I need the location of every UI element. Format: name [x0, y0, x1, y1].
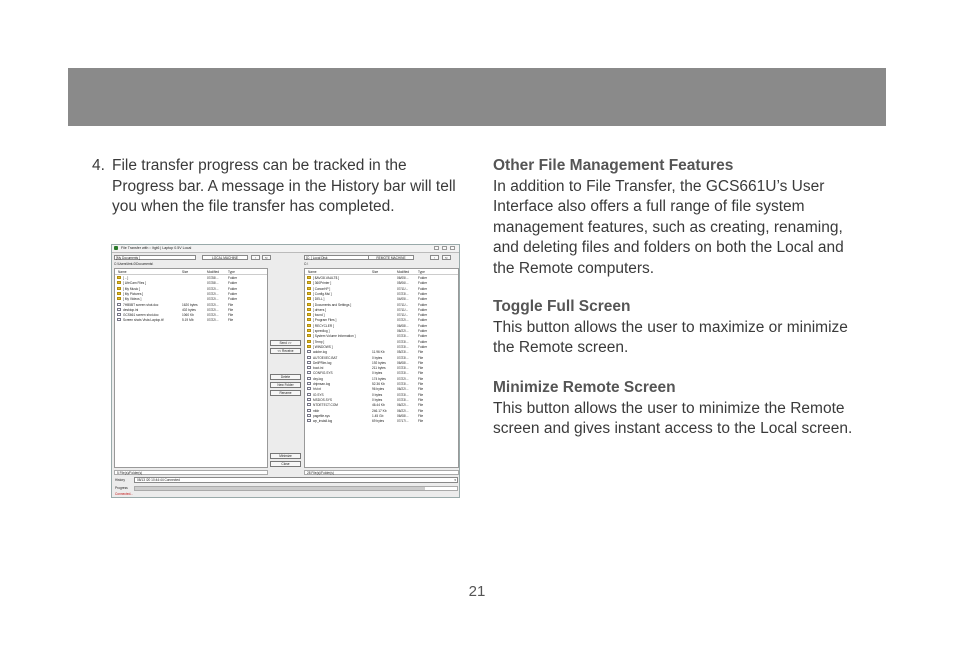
file-type: Folder: [418, 344, 428, 349]
file-icon: [307, 387, 311, 390]
file-size: 0 bytes: [372, 392, 383, 397]
file-name: ntldr: [313, 408, 320, 413]
file-icon: [307, 350, 311, 353]
column-header[interactable]: Size: [182, 270, 189, 274]
folder-icon: [117, 281, 121, 284]
file-modified: 06/08/...: [397, 323, 409, 328]
file-name: [ DELL ]: [313, 297, 325, 302]
file-row[interactable]: [305, 365, 458, 370]
progress-bar: [134, 486, 458, 491]
file-name: GCS661 screen shot.doc: [123, 313, 159, 318]
file-type: File: [418, 397, 424, 402]
file-modified: 05/23/...: [397, 350, 409, 355]
file-row[interactable]: [305, 386, 458, 391]
file-name: [ drivers ]: [313, 307, 327, 312]
file-modified: 07/11/...: [397, 286, 409, 291]
file-type: File: [418, 382, 424, 386]
folder-icon: [117, 276, 121, 279]
receive-button[interactable]: << Receive: [270, 348, 301, 354]
section-toggle-full-screen: [493, 297, 865, 359]
file-size: 402 bytes: [182, 307, 196, 312]
section-minimize-remote-screen: [493, 378, 865, 440]
file-modified: 07/22/...: [397, 376, 409, 381]
app-icon: [114, 246, 118, 250]
local-machine-label: LOCAL MACHINE: [202, 255, 248, 260]
file-modified: 07/23/...: [397, 371, 409, 376]
file-icon: [307, 377, 311, 380]
file-size: 1.45 Gb: [372, 413, 384, 418]
file-size: 1060 Kb: [182, 313, 194, 318]
file-icon: [307, 371, 311, 374]
file-name: [ Documents and Settings ]: [313, 302, 352, 307]
file-type: File: [418, 403, 424, 408]
file-icon: [307, 356, 311, 359]
file-modified: 06/08/...: [397, 360, 409, 365]
file-modified: 07/22/...: [207, 302, 219, 307]
file-row[interactable]: [115, 280, 267, 285]
section-body: This button allows the user to maximize or minimize the Remote screen.: [493, 318, 848, 356]
file-icon: [307, 414, 311, 417]
folder-icon: [117, 287, 121, 290]
file-modified: 07/23/...: [397, 334, 409, 339]
file-name: adobe.log: [313, 350, 328, 355]
file-name: [ Config.Msi ]: [313, 291, 332, 296]
folder-icon: [307, 292, 311, 295]
file-type: Folder: [418, 291, 428, 296]
file-row[interactable]: [115, 317, 267, 322]
progress-label: Progress: [115, 486, 128, 490]
file-type: Folder: [418, 302, 428, 307]
file-modified: 05/06/...: [397, 281, 409, 286]
file-row[interactable]: [115, 296, 267, 301]
file-row[interactable]: [305, 328, 458, 333]
file-name: DellPRim.log: [313, 360, 332, 365]
column-header[interactable]: Name: [308, 270, 317, 274]
file-row[interactable]: [305, 370, 458, 375]
file-modified: 07/23/...: [397, 366, 409, 371]
file-name: MSDOS.SYS: [313, 397, 332, 402]
file-icon: [307, 393, 311, 396]
column-header[interactable]: Type: [418, 270, 425, 274]
file-size: 246.17 Kb: [372, 408, 387, 413]
file-modified: 07/11/...: [397, 302, 409, 307]
file-name: pagefile.sys: [313, 413, 330, 418]
file-type: Folder: [418, 286, 428, 291]
file-modified: 07/22/...: [207, 307, 219, 312]
file-size: 0 bytes: [372, 371, 383, 376]
column-header[interactable]: Modified: [207, 270, 220, 274]
file-type: Folder: [418, 339, 428, 344]
file-name: [ RECYCLER ]: [313, 323, 334, 328]
folder-icon: [307, 297, 311, 300]
file-type: Folder: [228, 281, 238, 286]
file-row[interactable]: [115, 307, 267, 312]
file-size: 1620 bytes: [182, 302, 198, 307]
progress-fill: [135, 487, 425, 490]
file-name: [ speedlog ]: [313, 329, 330, 333]
file-size: 46.44 Kb: [372, 403, 385, 408]
chevron-down-icon[interactable]: ▾: [454, 478, 456, 482]
file-row[interactable]: [115, 291, 267, 296]
folder-icon: [307, 340, 311, 343]
file-name: [ My Videos ]: [123, 297, 142, 302]
send-button[interactable]: Send >>: [270, 340, 301, 346]
file-type: Folder: [228, 286, 238, 291]
local-refresh-button[interactable]: ↻: [262, 255, 271, 260]
folder-icon: [307, 308, 311, 311]
file-type: File: [418, 376, 424, 381]
file-row[interactable]: [305, 296, 458, 301]
file-name: IO.SYS: [313, 392, 324, 397]
maximize-window-icon[interactable]: [442, 246, 447, 250]
file-icon: [117, 313, 121, 316]
remote-file-list[interactable]: [304, 268, 459, 468]
file-type: File: [418, 387, 424, 392]
file-row[interactable]: [305, 317, 458, 322]
file-type: File: [418, 419, 424, 424]
minimize-button[interactable]: Minimize: [270, 453, 301, 459]
remote-drive-select[interactable]: [C: ] Local Disk: [304, 255, 386, 260]
file-row[interactable]: [305, 381, 458, 386]
file-row[interactable]: [305, 312, 458, 317]
column-header[interactable]: Name: [118, 270, 127, 274]
local-file-list[interactable]: [114, 268, 268, 468]
file-type: File: [228, 302, 234, 307]
file-name: [ $AVG8.VAULT$ ]: [313, 276, 340, 280]
file-name: [ LifeCam Files ]: [123, 281, 147, 286]
file-row[interactable]: [305, 275, 458, 280]
file-type: Folder: [418, 281, 428, 286]
file-name: [ My Music ]: [123, 286, 141, 291]
file-modified: 07/23/...: [397, 382, 409, 386]
file-row[interactable]: [305, 333, 458, 338]
file-row[interactable]: [305, 339, 458, 344]
file-type: File: [418, 360, 424, 365]
file-modified: 07/23/...: [397, 339, 409, 344]
file-name: hh.txt: [313, 387, 321, 392]
file-row[interactable]: [115, 286, 267, 291]
page-number: 21: [468, 583, 486, 600]
file-size: 0 bytes: [372, 397, 383, 402]
section-heading: Toggle Full Screen: [493, 298, 631, 315]
step-number: 4.: [92, 157, 105, 174]
file-modified: 07/28/...: [207, 281, 219, 286]
file-type: File: [418, 350, 424, 355]
file-type: Folder: [418, 318, 428, 323]
window-titlebar: [112, 245, 459, 253]
file-modified: 07/22/...: [207, 286, 219, 291]
remote-up-button[interactable]: ↑: [430, 255, 439, 260]
column-header[interactable]: Size: [372, 270, 379, 274]
file-name: [ 360Printer ]: [313, 281, 332, 286]
file-modified: 07/23/...: [397, 355, 409, 360]
folder-icon: [307, 334, 311, 337]
file-type: Folder: [418, 334, 428, 339]
file-modified: 06/22/...: [397, 403, 409, 408]
folder-icon: [307, 313, 311, 316]
file-modified: 07/22/...: [397, 318, 409, 323]
file-size: 192 bytes: [372, 360, 386, 365]
folder-icon: [307, 281, 311, 284]
file-name: boot.ini: [313, 366, 324, 371]
file-name: [ Temp ]: [313, 339, 325, 344]
file-modified: 07/28/...: [207, 276, 219, 280]
folder-icon: [307, 287, 311, 290]
file-row[interactable]: [305, 376, 458, 381]
file-icon: [307, 382, 311, 385]
file-row[interactable]: [305, 291, 458, 296]
file-size: 0 bytes: [372, 355, 383, 360]
file-type: Folder: [418, 276, 428, 280]
file-row[interactable]: [305, 323, 458, 328]
file-modified: 07/22/...: [207, 313, 219, 318]
file-icon: [117, 303, 121, 306]
file-name: NTDETECT.COM: [313, 403, 338, 408]
file-type: Folder: [418, 329, 428, 333]
column-header[interactable]: Modified: [397, 270, 410, 274]
section-heading: Other File Management Features: [493, 157, 734, 174]
file-type: File: [418, 392, 424, 397]
folder-icon: [117, 297, 121, 300]
file-size: 11.96 Kb: [372, 350, 385, 355]
file-type: File: [418, 413, 424, 418]
file-row[interactable]: [305, 286, 458, 291]
header-banner: [68, 68, 886, 126]
section-heading: Minimize Remote Screen: [493, 379, 676, 396]
file-row[interactable]: [305, 307, 458, 312]
folder-icon: [307, 345, 311, 348]
file-icon: [307, 361, 311, 364]
file-type: Folder: [228, 291, 238, 296]
file-name: [ .. ]: [123, 276, 129, 280]
file-name: [ Program Files ]: [313, 318, 337, 323]
file-icon: [307, 409, 311, 412]
file-row[interactable]: [305, 397, 458, 402]
file-row[interactable]: [305, 408, 458, 413]
file-name: [ found ]: [313, 313, 325, 318]
file-row[interactable]: [115, 302, 267, 307]
file-icon: [307, 419, 311, 422]
file-modified: 04/05/...: [397, 297, 409, 302]
history-select[interactable]: [134, 477, 458, 483]
file-row[interactable]: [305, 349, 458, 354]
file-row[interactable]: [305, 402, 458, 407]
folder-icon: [307, 276, 311, 279]
file-row[interactable]: [305, 413, 458, 418]
section-body: This button allows the user to minimize the Remote screen and gives instant access to the Local screen.: [493, 399, 853, 437]
close-button[interactable]: Close: [270, 461, 301, 467]
minimize-window-icon[interactable]: [434, 246, 439, 250]
file-name: CONFIG.SYS: [313, 371, 333, 376]
file-modified: 07/17/...: [397, 419, 409, 424]
local-drive-select[interactable]: [My Documents ]: [114, 255, 196, 260]
file-type: Folder: [228, 297, 238, 302]
window-title: File Transfer with :: Itgt6 | Laptop 0.5V Local: [121, 246, 192, 250]
new-folder-button[interactable]: New Folder: [270, 382, 301, 388]
step-text: File transfer progress can be tracked in the Progress bar. A message in the History bar will tell you when the file transfer has completed.: [112, 157, 456, 215]
file-transfer-window: [111, 244, 460, 498]
rename-button[interactable]: Rename: [270, 390, 301, 396]
file-modified: 07/23/...: [397, 291, 409, 296]
file-type: Folder: [418, 323, 428, 328]
local-status: 5 File(s)/Folder(s): [114, 470, 268, 475]
file-modified: 06/22/...: [397, 387, 409, 392]
column-header[interactable]: Type: [228, 270, 235, 274]
remote-refresh-button[interactable]: ↻: [442, 255, 451, 260]
folder-icon: [307, 324, 311, 327]
file-modified: 06/22/...: [397, 408, 409, 413]
folder-icon: [307, 303, 311, 306]
file-name: 7HB5BT screen shot.doc: [123, 302, 159, 307]
file-icon: [307, 403, 311, 406]
file-size: 52.36 Kb: [372, 382, 385, 386]
file-row[interactable]: [305, 355, 458, 360]
file-type: File: [418, 355, 424, 360]
file-modified: 06/08/...: [397, 413, 409, 418]
local-up-button[interactable]: ↑: [251, 255, 260, 260]
file-type: File: [228, 313, 234, 318]
file-name: desktop.ini: [123, 307, 139, 312]
file-modified: 07/22/...: [207, 291, 219, 296]
file-row[interactable]: [305, 360, 458, 365]
history-label: History: [115, 478, 125, 482]
file-icon: [117, 308, 121, 311]
step-4: [92, 156, 472, 218]
file-modified: 07/11/...: [397, 313, 409, 318]
remote-path: C:\: [304, 262, 309, 266]
file-modified: 07/22/...: [207, 318, 219, 323]
file-row[interactable]: [115, 312, 267, 317]
file-row[interactable]: [305, 302, 458, 307]
file-modified: 07/23/...: [397, 392, 409, 397]
close-window-icon[interactable]: [450, 246, 455, 250]
section-other-file-management: [493, 156, 865, 279]
file-size: 69 bytes: [372, 419, 385, 424]
file-row[interactable]: [305, 392, 458, 397]
file-row[interactable]: [115, 275, 267, 280]
file-type: File: [418, 371, 424, 376]
file-icon: [117, 318, 121, 321]
file-size: 96 bytes: [372, 387, 385, 392]
file-name: [ System Volume Information ]: [313, 334, 356, 339]
file-type: Folder: [418, 313, 428, 318]
file-modified: 07/23/...: [397, 397, 409, 402]
file-type: Folder: [418, 297, 428, 302]
section-body: In addition to File Transfer, the GCS661U’s User Interface also offers a full range of file system management features, such as creating, renaming, and deleting files and folders on both the Local and the Remote computers.: [493, 177, 844, 277]
file-row[interactable]: [305, 344, 458, 349]
file-icon: [307, 366, 311, 369]
file-type: File: [418, 408, 424, 413]
file-modified: 07/22/...: [207, 297, 219, 302]
file-name: [ CanonHP ]: [313, 286, 331, 291]
folder-icon: [117, 292, 121, 295]
remote-machine-label: REMOTE MACHINE: [368, 255, 414, 260]
history-value: 08/13 /20 10:44:44 Connected: [137, 478, 180, 482]
file-name: [ WINDOWS ]: [313, 344, 333, 349]
file-size: 174 bytes: [372, 376, 386, 381]
file-modified: 06/22/...: [397, 329, 409, 333]
file-name: AUTOEXEC.BAT: [313, 355, 338, 360]
file-name: [ My Pictures ]: [123, 291, 144, 296]
file-type: File: [418, 366, 424, 371]
remote-status: 28 File(s)/Folder(s): [304, 470, 459, 475]
file-size: 5.19 Mb: [182, 318, 194, 323]
file-type: File: [228, 307, 234, 312]
file-type: File: [228, 318, 234, 323]
delete-button[interactable]: Delete: [270, 374, 301, 380]
file-modified: 06/05/...: [397, 276, 409, 280]
file-icon: [307, 398, 311, 401]
file-row[interactable]: [305, 418, 458, 423]
file-type: Folder: [228, 276, 238, 280]
connection-status: Connected...: [115, 492, 134, 496]
file-row[interactable]: [305, 280, 458, 285]
file-modified: 07/11/...: [397, 307, 409, 312]
file-name: dnjmsan.log: [313, 382, 331, 386]
file-name: Screen shots Vista Laptop.tif: [123, 318, 164, 323]
folder-icon: [307, 318, 311, 321]
file-type: Folder: [418, 307, 428, 312]
folder-icon: [307, 329, 311, 332]
local-path: C:\Users\itmt-0\Documents\: [114, 262, 154, 266]
file-size: 211 bytes: [372, 366, 386, 371]
file-modified: 07/23/...: [397, 344, 409, 349]
file-name: dxy.log: [313, 376, 323, 381]
file-name: wp_install.log: [313, 419, 333, 424]
